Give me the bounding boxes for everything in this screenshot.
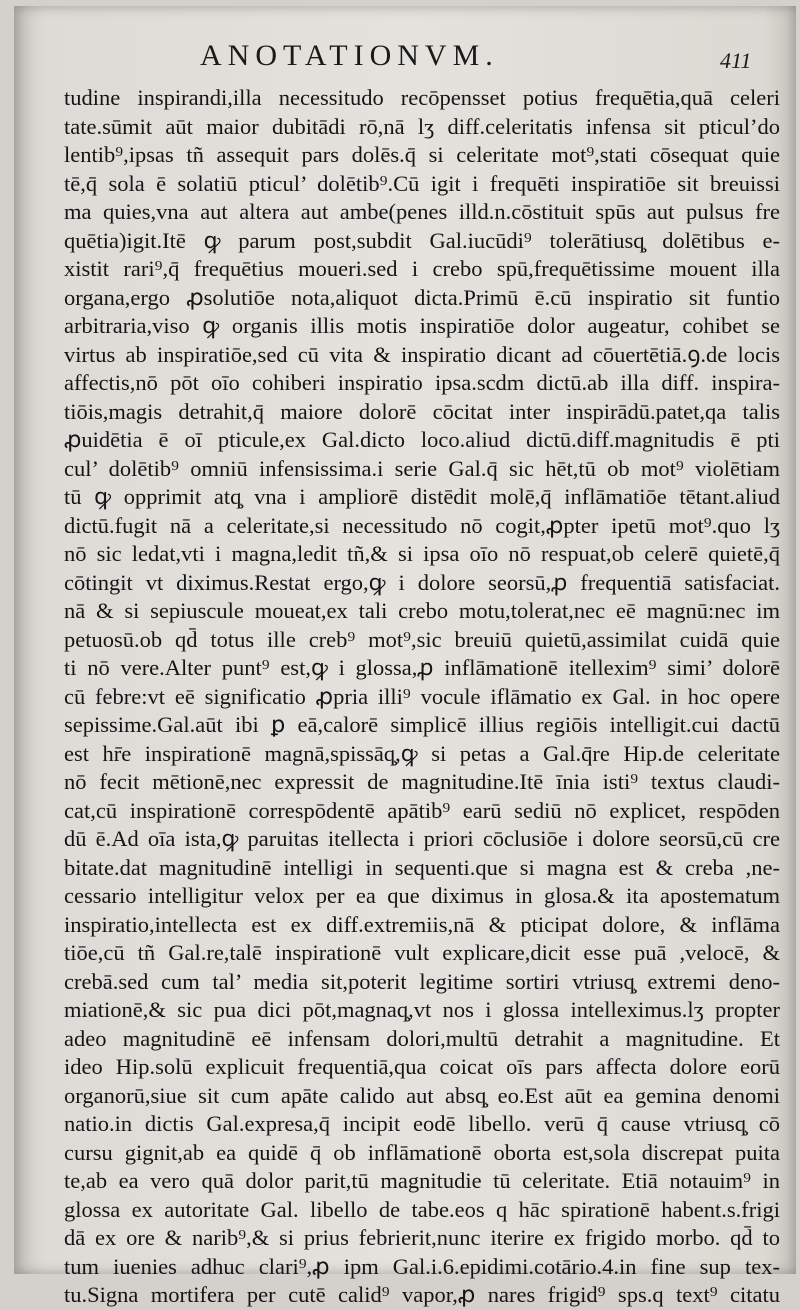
- text-line: ideo Hip.solū explicuit frequentiā,qua coicat oīs pars affecta dolore eorū: [64, 1054, 780, 1079]
- text-line: cessario intelligitur velox per ea que diximus in glosa.& ita apostematum: [64, 883, 780, 908]
- text-line: virtus ab inspiratiōe,sed cū vita & inspiratio dicant ad cōuertētiā.ꝯ.de locis: [64, 341, 780, 367]
- text-line: est hr̄e inspirationē magnā,spissāq̧,ꝙ si petas a Gal.q̄re Hip.de celeritate: [64, 740, 780, 766]
- text-line: cul’ dolētib⁹ omniū infensissima.i serie Gal.q̄ sic hēt,tū ob mot⁹ violētiam: [64, 455, 780, 481]
- text-line: nō fecit mētionē,nec expressit de magnitudine.Itē īnia isti⁹ textus claudi-: [64, 769, 780, 794]
- text-line: miationē,& sic pua dici pōt,magnaq̧,vt nos i glossa intelleximus.lʒ propter: [64, 997, 780, 1022]
- text-line: inspiratio,intellecta est ex diff.extremiis,nā & pticipat dolore, & inflāma: [64, 911, 780, 937]
- text-line: ma quies,vna aut altera aut ambe(penes illd.n.cōstituit spūs aut pulsus fre: [64, 199, 780, 224]
- text-line: arbitraria,viso ꝙ organis illis motis inspiratiōe dolor augeatur, cohibet se: [64, 313, 780, 338]
- text-line: dā ex ore & narib⁹,& si prius febrierit,nunc iterire ex frigido morbo. qd̄ to: [64, 1225, 780, 1250]
- text-line: ꝓuidētia ē oī pticule,ex Gal.dicto loco.aliud dictū.diff.magnitudis ē pti: [64, 427, 780, 452]
- text-line: affectis,nō pōt oīo cohiberi inspiratio ipsa.scdm dictū.ab illa diff. inspira-: [64, 370, 780, 395]
- text-line: natio.in dictis Gal.expresa,q̄ incipit eodē libello. verū q̄ cause vtriusq̧ cō: [64, 1111, 780, 1136]
- text-line: ti nō vere.Alter punt⁹ est,ꝙ i glossa,ꝓ inflāmationē itellexim⁹ simi’ dolorē: [64, 655, 780, 680]
- text-line: tiōis,magis detrahit,q̄ maiore dolorē cōcitat inter inspirādū.patet,qa talis: [64, 398, 780, 424]
- text-line: cat,cū inspirationē correspōdentē apātib⁹ earū sediū nō explicet, respōden: [64, 797, 780, 823]
- text-line: tē,q̄ sola ē solatiū pticul’ dolētib⁹.Cū igit i frequēti inspiratiōe sit breuissi: [64, 170, 780, 196]
- text-line: dū ē.Ad oīa ista,ꝙ paruitas itellecta i priori cōclusiōe i dolore seorsū,cū cre: [64, 826, 780, 851]
- text-line: tudine inspirandi,illa necessitudo recōpensset potius frequētia,quā celeri: [64, 85, 780, 110]
- text-line: cursu gignit,ab ea quidē q̄ ob inflāmationē oborta est,sola discrepat puita: [64, 1139, 780, 1165]
- text-line: te,ab ea vero quā dolor parit,tū magnitudie tū celeritate. Etiā notauim⁹ in: [64, 1168, 780, 1193]
- text-line: glossa ex autoritate Gal. libello de tabe.eos q hāc spirationē habent.s.frigi: [64, 1196, 780, 1222]
- text-line: tū ꝙ opprimit atq̧ vna i ampliorē distēdit molē,q̄ inflāmatiōe tētant.aliud: [64, 484, 780, 509]
- page-number: 411: [720, 48, 752, 73]
- text-line: organa,ergo ꝓsolutiōe nota,aliquot dicta.Primū ē.cū inspiratio sit funtio: [64, 284, 780, 310]
- book-page: [14, 6, 796, 1307]
- text-line: tiōe,cū tñ Gal.re,talē inspirationē vult explicare,dicit esse puā ,velocē, &: [64, 940, 780, 965]
- text-line: nō sic ledat,vti i magna,ledit tñ,& si ipsa oīo nō respuat,ob celerē quietē,q̄: [64, 541, 780, 566]
- text-line: dictū.fugit nā a celeritate,si necessitudo nō cogit,ꝓpter ipetū mot⁹.quo lʒ: [64, 512, 780, 538]
- text-line: petuosū.ob qd̄ totus ille creb⁹ mot⁹,sic breuiū quietū,assimilat cuidā quie: [64, 626, 780, 652]
- page-header: [14, 6, 796, 73]
- text-line: bitate.dat magnitudinē intelligi in sequenti.que si magna est & creba ,ne-: [64, 854, 780, 880]
- text-line: nā & si sepiuscule moueat,ex tali crebo motu,tolerat,nec eē magnū:nec im: [64, 598, 780, 623]
- text-line: cū febre:vt eē significatio ꝓpria illi⁹ vocule iflāmatio ex Gal. in hoc opere: [64, 683, 780, 709]
- text-line: quētia)igit.Itē ꝙ parum post,subdit Gal.iucūdi⁹ tolerātiusq̧ dolētibus e-: [64, 227, 780, 253]
- running-head: ANOTATIONVM.: [200, 39, 499, 72]
- text-line: crebā.sed cum tal’ media sit,poterit legitime sortiri vtriusq̧ extremi deno-: [64, 968, 780, 994]
- text-line: organorū,siue sit cum apāte calido aut absq̧ eo.Est aūt ea gemina denomi: [64, 1082, 780, 1108]
- text-line: tate.sūmit aūt maior dubitādi rō,nā lʒ diff.celeritatis infensa sit pticul’do: [64, 113, 780, 139]
- text-line: sepissime.Gal.aūt ibi ꝑ eā,calorē simplicē illius regiōis intelligit.cui dactū: [64, 712, 780, 737]
- text-line: tu.Signa mortifera per cutē calid⁹ vapor,ꝓ nares frigid⁹ sps.q text⁹ citatu: [64, 1282, 780, 1307]
- text-line: adeo magnitudinē eē infensam dolori,multū detrahit a magnitudine. Et: [64, 1025, 780, 1051]
- text-line: lentib⁹,ipsas tñ assequit pars dolēs.q̄ si celeritate mot⁹,stati cōsequat quie: [64, 142, 780, 167]
- text-line: tum iuenies adhuc clari⁹,ꝓ ipm Gal.i.6.epidimi.cotārio.4.in fine sup tex-: [64, 1253, 780, 1279]
- text-line: xistit rari⁹,q̄ frequētius moueri.sed i crebo spū,frequētissime mouent illa: [64, 256, 780, 281]
- body-text: [64, 84, 780, 1310]
- text-line: cōtingit vt diximus.Restat ergo,ꝙ i dolore seorsū,ꝓ frequentiā satisfaciat.: [64, 569, 780, 595]
